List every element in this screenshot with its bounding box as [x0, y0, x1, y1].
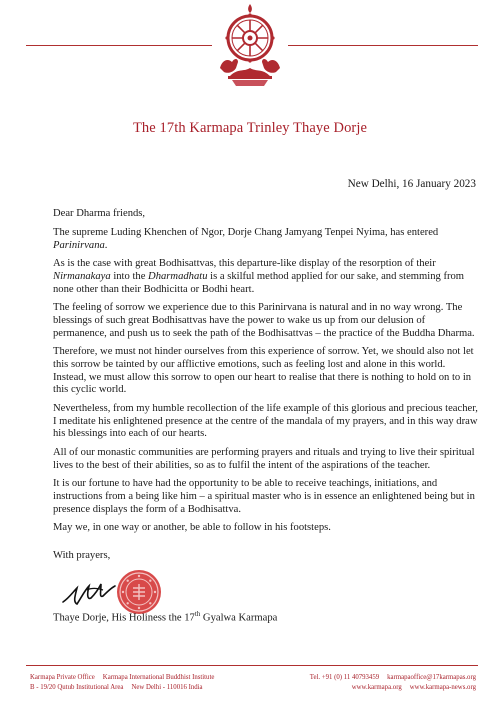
- office-name: Karmapa Private Office: [30, 674, 95, 681]
- official-seal-icon: [115, 568, 163, 616]
- paragraph-2-text-a: As is the case with great Bodhisattvas, this departure-like display of the resorption of their: [53, 257, 436, 269]
- paragraph-6: All of our monastic communities are performing prayers and rituals and trying to live their spiritual lives to the best of their abilities, so as to fulfil the intent of the aspirations of the teacher.: [53, 446, 475, 471]
- signatory-superscript: th: [194, 610, 201, 618]
- paragraph-1-end: .: [104, 239, 108, 251]
- paragraph-8: May we, in one way or another, be able to follow in his footsteps.: [53, 521, 331, 533]
- institute-name: Karmapa International Buddhist Institute: [102, 674, 215, 681]
- paragraph-3: The feeling of sorrow we experience due to this Parinirvana is natural and in no way wrong. The blessings of such great Bodhisattvas have the power to wake us up from our delusion of permanence, and push us to seek the path of the Bodhisattvas – the practice of the Buddha Dharma.: [53, 301, 475, 339]
- paragraph-1-text: The supreme Luding Khenchen of Ngor, Dorje Chang Jamyang Tenpei Nyima, has entered: [53, 226, 439, 238]
- website-link-karmapa[interactable]: www.karmapa.org: [351, 684, 402, 691]
- footer-right-line-1: [310, 673, 476, 683]
- city-address: New Delhi - 110016 India: [131, 684, 203, 691]
- footer-right-line-2: [310, 683, 476, 693]
- greeting: Dear Dharma friends,: [53, 208, 146, 219]
- paragraph-7: It is our fortune to have had the opportunity to be able to receive teachings, initiations, and instructions from a being like him – a spiritual master who is in essence an enlightened being but in presence displays the form of a Bodhisattva.: [53, 477, 475, 515]
- footer-address: [30, 673, 214, 693]
- footer-left-line-2: [30, 683, 214, 693]
- email-link[interactable]: karmapaoffice@17karmapas.org: [387, 674, 476, 681]
- header-rule-right: [288, 45, 478, 46]
- phone-number: Tel. +91 (0) 11 40793459: [309, 674, 380, 681]
- letterhead-title: The 17th Karmapa Trinley Thaye Dorje: [132, 120, 368, 136]
- paragraph-1: [53, 227, 481, 253]
- footer-contact: [310, 673, 476, 693]
- paragraph-2: [53, 258, 481, 296]
- footer-left-line-1: [30, 673, 214, 683]
- signatory: [53, 610, 277, 624]
- closing: With prayers,: [53, 550, 111, 561]
- paragraph-2-text-b: into the: [110, 270, 149, 282]
- handwritten-signature-icon: [59, 568, 119, 614]
- footer-rule: [26, 665, 478, 666]
- letter-body: [53, 208, 481, 540]
- paragraph-1-emphasis: Parinirvana: [53, 239, 105, 251]
- signature-block: [53, 550, 473, 630]
- paragraph-2-emphasis-1: Nirmanakaya: [53, 270, 111, 282]
- header-rule-left: [26, 45, 212, 46]
- letter-date: New Delhi, 16 January 2023: [347, 178, 476, 190]
- dharma-wheel-emblem-icon: [214, 2, 286, 88]
- street-address: B - 19/20 Qutub Institutional Area: [30, 684, 124, 691]
- paragraph-2-emphasis-2: Dharmadhatu: [148, 270, 208, 282]
- paragraph-4: Therefore, we must not hinder ourselves from this experience of sorrow. Yet, we should also not let this sorrow be tainted by our afflictive emotions, such as feeling lost and alone in this world. Instead, we must allow this sorrow to open our heart to realise that there is nothing to hold on to in this cyclic world.: [53, 345, 474, 396]
- website-link-news[interactable]: www.karmapa-news.org: [409, 684, 476, 691]
- paragraph-2-text-c: is a skilful method applied for our sake, and stemming from none other than their Bodhicitta or Bodhi heart.: [53, 270, 465, 295]
- signatory-text: Thaye Dorje, His Holiness the 17: [53, 612, 195, 624]
- signatory-title: Gyalwa Karmapa: [200, 612, 278, 624]
- paragraph-5: Nevertheless, from my humble recollection of the life example of this glorious and precious teacher, I meditate his enlightened presence at the centre of the mandala of my prayers, and in this way draw his blessings into each of our hearts.: [53, 402, 478, 440]
